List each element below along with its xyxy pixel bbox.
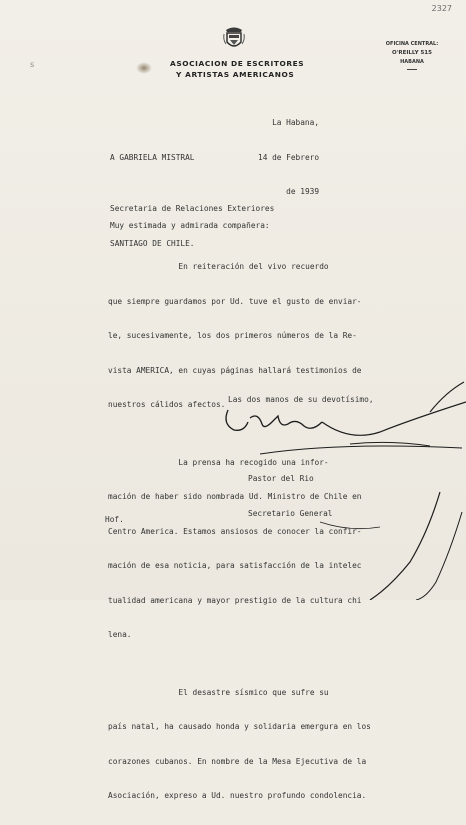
body-line: nuestros cálidos afectos. <box>108 400 226 409</box>
signatory <box>248 450 333 542</box>
office-rule <box>407 69 417 70</box>
handwritten-signature <box>200 372 466 600</box>
body-line: mación de haber sido nombrada Ud. Ministro de Chile en <box>108 492 362 501</box>
closing: Las dos manos de su devotísimo, <box>228 395 374 404</box>
date-line-3: de 1939 <box>286 187 320 196</box>
signatory-name: Pastor del Rio <box>248 474 314 483</box>
addressee: A GABRIELA MISTRAL <box>110 153 195 162</box>
body-line: La prensa ha recogido una infor- <box>108 457 329 467</box>
salutation: Muy estimada y admirada compañera: <box>110 221 270 230</box>
date-line-2: 14 de Febrero <box>258 152 320 162</box>
org-line-2: Y ARTISTAS AMERICANOS <box>176 70 295 79</box>
address-line-1: Secretaria de Relaciones Exteriores <box>110 204 275 213</box>
body-line: país natal, ha causado honda y solidaria emergura en los <box>108 722 371 731</box>
office-street: O'REILLY 515 <box>392 50 432 56</box>
margin-mark: s <box>30 60 35 69</box>
body-line: vista AMERICA, en cuyas páginas hallará testimonios de <box>108 365 362 375</box>
body-line: mación de esa noticia, para satisfacción de la intelec <box>108 561 362 570</box>
organization-name <box>170 58 304 80</box>
body-line: En reiteración del vivo recuerdo <box>108 262 329 271</box>
body-line: El desastre sísmico que sufre su <box>108 687 329 697</box>
body-line: lena. <box>108 630 132 639</box>
date-line-1: La Habana, <box>272 118 320 127</box>
address-line-2: SANTIAGO DE CHILE. <box>110 238 195 248</box>
body-line: corazones cubanos. En nombre de la Mesa Ejecutiva de la <box>108 756 367 766</box>
ink-smudge <box>136 62 152 74</box>
body-line: le, sucesivamente, los dos primeros números de la Re- <box>108 331 357 340</box>
signatory-title: Secretario General <box>248 508 333 518</box>
body-line: tualidad americana y mayor prestigio de la cultura chi <box>108 595 362 605</box>
office-address <box>382 40 442 70</box>
office-city: HABANA <box>400 59 424 65</box>
typist-initials: Hof. <box>105 515 124 524</box>
org-line-1: ASOCIACION DE ESCRITORES <box>170 59 305 68</box>
body-line: Asociación, expreso a Ud. nuestro profundo condolencia. <box>108 791 367 800</box>
body-line: Centro America. Estamos ansiosos de conocer la confir- <box>108 526 362 536</box>
coat-of-arms-icon <box>222 24 246 52</box>
office-label: OFICINA CENTRAL: <box>385 41 439 47</box>
body-line: que siempre guardamos por Ud. tuve el gusto de enviar- <box>108 296 362 306</box>
archive-number: 2327 <box>431 4 452 13</box>
